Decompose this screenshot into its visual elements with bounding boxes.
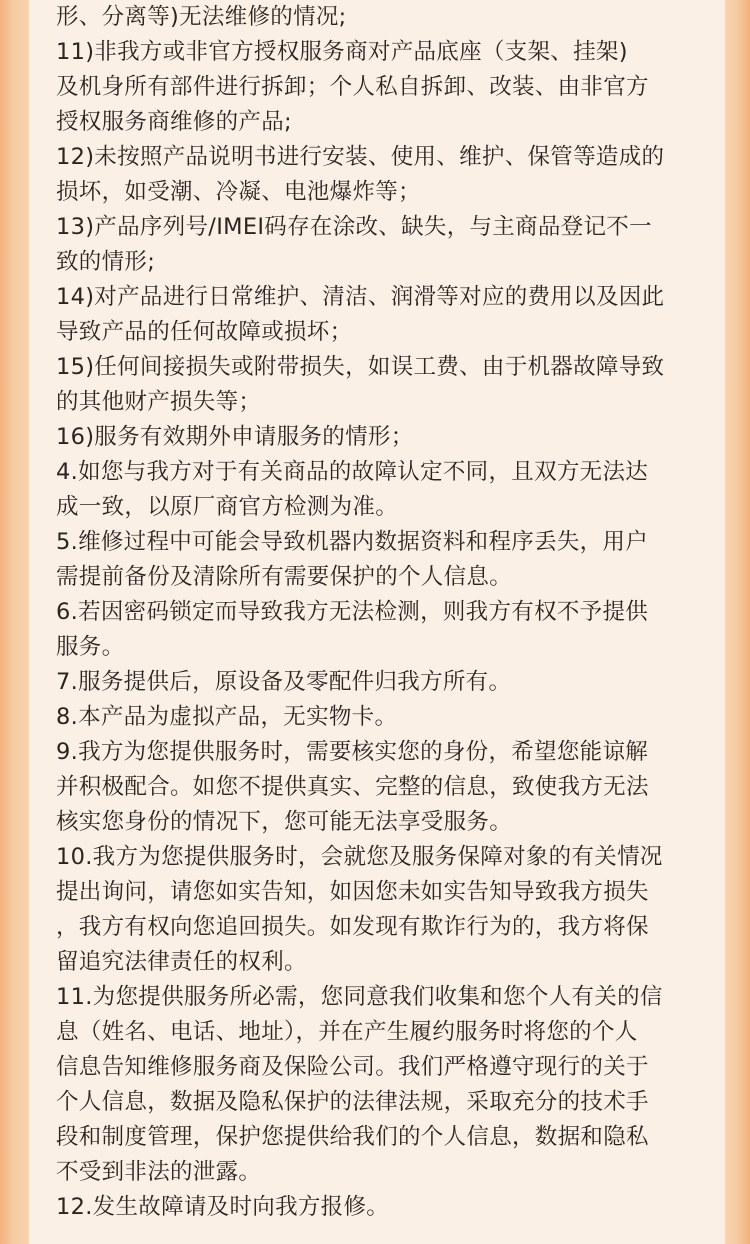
text-line: 成一致，以原厂商官方检测为准。 [56, 494, 399, 520]
text-line: 14)对产品进行日常维护、清洁、润滑等对应的费用以及因此 [56, 284, 665, 310]
text-line: 授权服务商维修的产品; [56, 109, 292, 135]
text-line: 12)未按照产品说明书进行安装、使用、维护、保管等造成的 [56, 144, 665, 170]
text-line: 个人信息，数据及隐私保护的法律法规，采取充分的技术手 [56, 1089, 649, 1115]
text-line: 提出询问，请您如实告知，如因您未如实告知导致我方损失 [56, 879, 649, 905]
text-line: 留追究法律责任的权利。 [56, 949, 307, 975]
text-line: 6.若因密码锁定而导致我方无法检测，则我方有权不予提供 [56, 599, 649, 625]
text-line: 导致产品的任何故障或损坏； [56, 319, 353, 345]
text-line: 7.服务提供后，原设备及零配件归我方所有。 [56, 669, 512, 695]
text-line: 11)非我方或非官方授权服务商对产品底座（支架、挂架) [56, 39, 628, 65]
text-line: 不受到非法的泄露。 [56, 1159, 262, 1185]
text-line: 16)服务有效期外申请服务的情形； [56, 424, 414, 450]
text-line: 及机身所有部件进行拆卸；个人私自拆卸、改装、由非官方 [56, 74, 649, 100]
text-line: 致的情形; [56, 249, 156, 275]
text-line: 并积极配合。如您不提供真实、完整的信息，致使我方无法 [56, 774, 649, 800]
text-line: 15)任何间接损失或附带损失，如误工费、由于机器故障导致 [56, 354, 665, 380]
text-line: 11.为您提供服务所必需，您同意我们收集和您个人有关的信 [56, 984, 663, 1010]
text-line: 信息告知维修服务商及保险公司。我们严格遵守现行的关于 [56, 1054, 649, 1080]
text-line: 13)产品序列号/IMEI码存在涂改、缺失，与主商品登记不一 [56, 214, 652, 240]
text-line: 形、分离等)无法维修的情况; [56, 4, 347, 30]
text-line: 5.维修过程中可能会导致机器内数据资料和程序丢失，用户 [56, 529, 649, 555]
text-line: ，我方有权向您追回损失。如发现有欺诈行为的，我方将保 [56, 914, 649, 940]
text-line: 息（姓名、电话、地址），并在产生履约服务时将您的个人 [56, 1019, 638, 1045]
text-line: 8.本产品为虚拟产品，无实物卡。 [56, 704, 398, 730]
text-line: 的其他财产损失等； [56, 389, 262, 415]
text-line: 9.我方为您提供服务时，需要核实您的身份，希望您能谅解 [56, 739, 649, 765]
text-line: 需提前备份及清除所有需要保护的个人信息。 [56, 564, 513, 590]
terms-text [56, 0, 706, 1225]
text-line: 10.我方为您提供服务时，会就您及服务保障对象的有关情况 [56, 844, 663, 870]
text-line: 12.发生故障请及时向我方报修。 [56, 1194, 390, 1220]
text-line: 服务。 [56, 634, 125, 660]
text-line: 损坏，如受潮、冷凝、电池爆炸等； [56, 179, 421, 205]
text-line: 4.如您与我方对于有关商品的故障认定不同，且双方无法达 [56, 459, 649, 485]
text-line: 核实您身份的情况下，您可能无法享受服务。 [56, 809, 513, 835]
text-line: 段和制度管理，保护您提供给我们的个人信息，数据和隐私 [56, 1124, 649, 1150]
